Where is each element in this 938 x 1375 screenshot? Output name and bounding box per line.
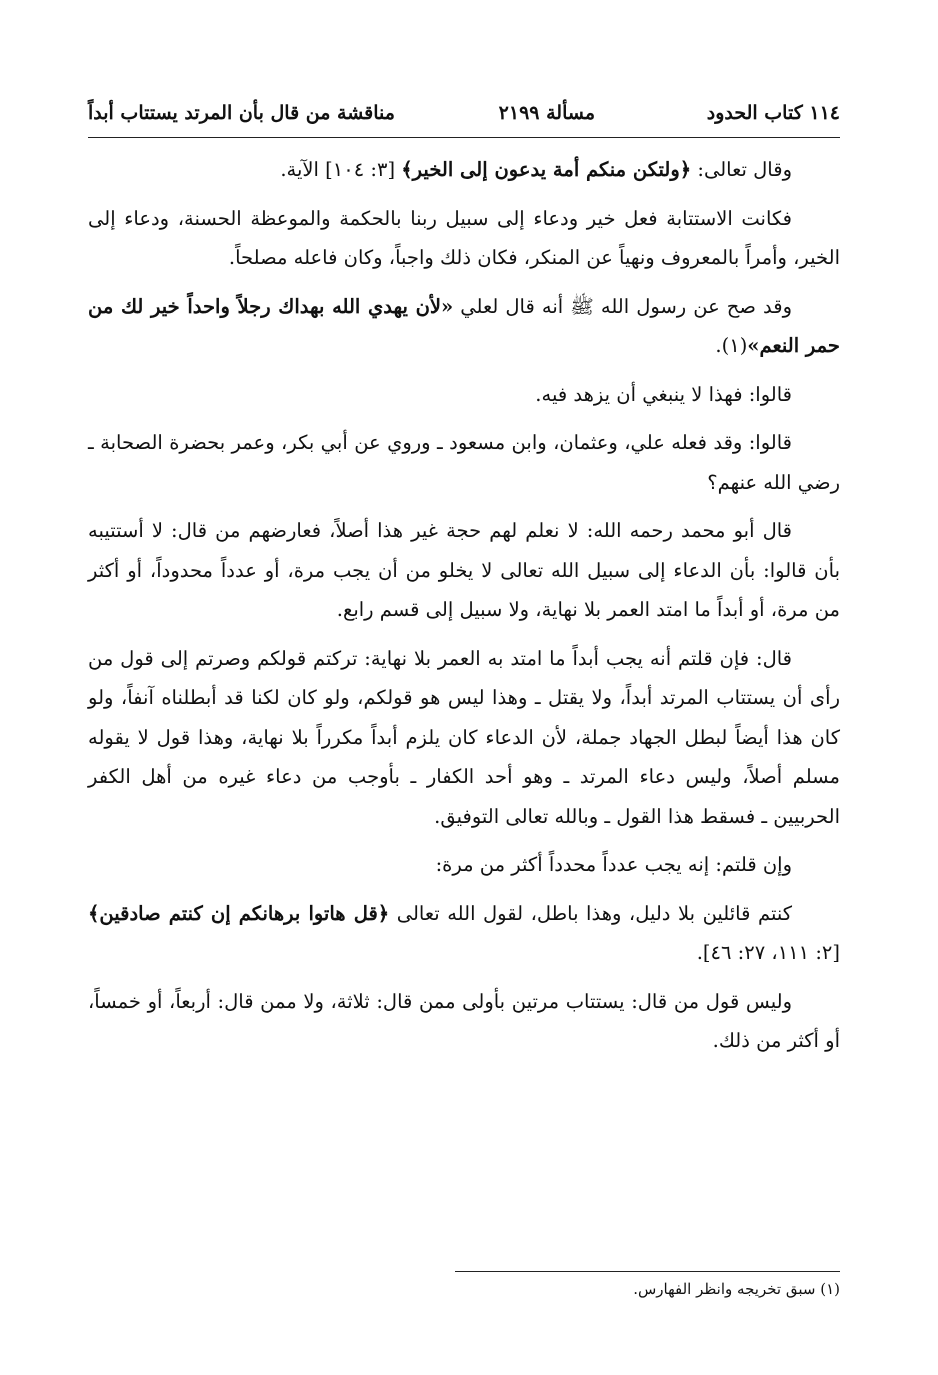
header-page-and-book: ١١٤ كتاب الحدود: [706, 102, 840, 124]
paragraph-9: كنتم قائلين بلا دليل، وهذا باطل، لقول الله تعالى ﴿قل هاتوا برهانكم إن كنتم صادقين﴾ [٢: ١١١، ٢٧: ٤٦].: [88, 901, 840, 964]
paragraph-5: قالوا: وقد فعله علي، وعثمان، وابن مسعود ـ وروي عن أبي بكر، وعمر بحضرة الصحابة ـ رضي الله عنهم؟: [88, 431, 840, 494]
footnote-rule: [455, 1271, 840, 1272]
footnote: (١) سبق تخريجه وانظر الفهارس.: [633, 1280, 840, 1298]
header-rule: [88, 137, 840, 138]
paragraph-6: قال أبو محمد رحمه الله: لا نعلم لهم حجة غير هذا أصلاً، فعارضهم من قال: لا أستتيبه بأن قالوا: بأن الدعاء إلى سبيل الله تعالى لا يخلو من أن يجب مرة، أو عدداً محدوداً، أو أكثر من مرة، أو أبداً ما امتد العمر بلا نهاية، ولا سبيل إلى قسم رابع.: [88, 519, 840, 621]
paragraph-10: وليس قول من قال: يستتاب مرتين بأولى ممن قال: ثلاثة، ولا ممن قال: أربعاً، أو خمساً، أو أكثر من ذلك.: [88, 989, 840, 1052]
paragraph-4: قالوا: فهذا لا ينبغي أن يزهد فيه.: [535, 382, 792, 406]
paragraph-3: وقد صح عن رسول الله ﷺ أنه قال لعلي «لأن يهدي الله بهداك رجلاً واحداً خير لك من حمر النعم»(١).: [88, 294, 840, 357]
paragraph-7: قال: فإن قلتم أنه يجب أبداً ما امتد به العمر بلا نهاية: تركتم قولكم وصرتم إلى قول من رأى أن يستتاب المرتد أبداً، ولا يقتل ـ وهذا ليس هو قولكم، ولو كان لكنا قد أبطلناه آنفاً، ولو كان هذا أيضاً لبطل الجهاد جملة، لأن الدعاء كان يلزم أبداً مكرراً بلا نهاية، وهذا قول لا يقوله مسلم أصلاً، وليس دعاء المرتد ـ وهو أحد الكفار ـ بأوجب من دعاء غيره من أهل الكفر الحربيين ـ فسقط هذا القول ـ وبالله تعالى التوفيق.: [88, 646, 840, 828]
paragraph-8: وإن قلتم: إنه يجب عدداً محدداً أكثر من مرة:: [435, 853, 792, 876]
body-text: [88, 150, 840, 1070]
running-header: [88, 96, 840, 136]
header-section-title: مناقشة من قال بأن المرتد يستتاب أبداً: [88, 102, 395, 124]
paragraph-1: وقال تعالى: ﴿ولتكن منكم أمة يدعون إلى الخير﴾ [٣: ١٠٤] الآية.: [280, 158, 792, 181]
header-issue-number: مسألة ٢١٩٩: [498, 102, 595, 124]
paragraph-2: فكانت الاستتابة فعل خير ودعاء إلى سبيل ربنا بالحكمة والموعظة الحسنة، ودعاء إلى الخير، وأمراً بالمعروف ونهياً عن المنكر، فكان ذلك واجباً، وكان فاعله مصلحاً.: [88, 206, 840, 269]
